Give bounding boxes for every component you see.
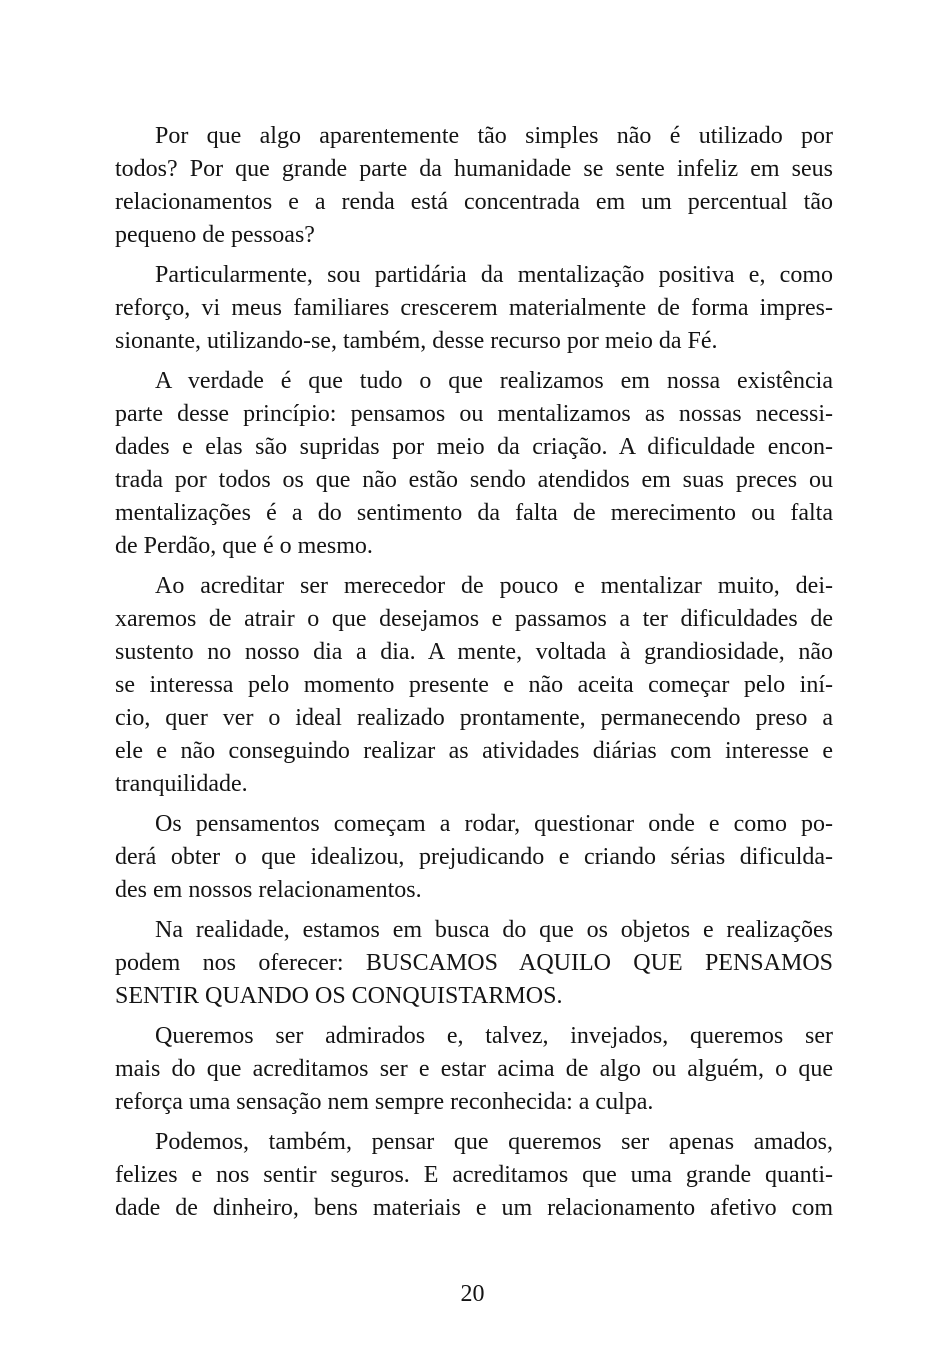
text-line: xaremos de atrair o que desejamos e passamos a ter dificuldades de — [115, 606, 833, 632]
text-line: reforça uma sensação nem sempre reconhecida: a culpa. — [115, 1089, 654, 1115]
text-line: des em nossos relacionamentos. — [115, 877, 422, 903]
text-line: felizes e nos sentir seguros. E acreditamos que uma grande quanti- — [115, 1162, 833, 1188]
paragraph — [115, 1126, 833, 1225]
text-line: derá obter o que idealizou, prejudicando e criando sérias dificulda- — [115, 844, 833, 870]
paragraph — [115, 120, 833, 252]
paragraph — [115, 259, 833, 358]
text-line: parte desse princípio: pensamos ou mentalizamos as nossas necessi- — [115, 401, 833, 427]
text-line: dades e elas são supridas por meio da criação. A dificuldade encon- — [115, 434, 833, 460]
text-line: Na realidade, estamos em busca do que os objetos e realizações — [155, 917, 833, 943]
paragraph — [115, 808, 833, 907]
text-line: cio, quer ver o ideal realizado prontamente, permanecendo preso a — [115, 705, 833, 731]
text-line: Queremos ser admirados e, talvez, invejados, queremos ser — [155, 1023, 833, 1049]
text-line: pequeno de pessoas? — [115, 222, 315, 248]
text-line: relacionamentos e a renda está concentrada em um percentual tão — [115, 189, 833, 215]
text-line: sionante, utilizando-se, também, desse recurso por meio da Fé. — [115, 328, 718, 354]
paragraph — [115, 570, 833, 801]
text-line: de Perdão, que é o mesmo. — [115, 533, 373, 559]
text-line: Por que algo aparentemente tão simples não é utilizado por — [155, 123, 833, 149]
text-line: tranquilidade. — [115, 771, 248, 797]
text-line: reforço, vi meus familiares crescerem materialmente de forma impres- — [115, 295, 833, 321]
paragraph — [115, 365, 833, 563]
text-line: trada por todos os que não estão sendo atendidos em suas preces ou — [115, 467, 833, 493]
paragraph — [115, 914, 833, 1013]
page-number: 20 — [460, 1281, 485, 1307]
text-line: SENTIR QUANDO OS CONQUISTARMOS. — [115, 983, 563, 1009]
text-line: mentalizações é a do sentimento da falta de merecimento ou falta — [115, 500, 833, 526]
text-line: podem nos oferecer: BUSCAMOS AQUILO QUE PENSAMOS — [115, 950, 833, 976]
text-line: Particularmente, sou partidária da mentalização positiva e, como — [155, 262, 833, 288]
text-line: se interessa pelo momento presente e não aceita começar pelo iní- — [115, 672, 833, 698]
text-line: ele e não conseguindo realizar as atividades diárias com interesse e — [115, 738, 833, 764]
paragraph — [115, 1020, 833, 1119]
text-line: dade de dinheiro, bens materiais e um relacionamento afetivo com — [115, 1195, 833, 1221]
text-line: Ao acreditar ser merecedor de pouco e mentalizar muito, dei- — [155, 573, 833, 599]
text-line: Podemos, também, pensar que queremos ser apenas amados, — [155, 1129, 833, 1155]
text-line: mais do que acreditamos ser e estar acima de algo ou alguém, o que — [115, 1056, 833, 1082]
text-line: Os pensamentos começam a rodar, questionar onde e como po- — [155, 811, 833, 837]
text-line: sustento no nosso dia a dia. A mente, voltada à grandiosidade, não — [115, 639, 833, 665]
text-line: todos? Por que grande parte da humanidade se sente infeliz em seus — [115, 156, 833, 182]
text-block — [115, 120, 833, 1225]
text-line: A verdade é que tudo o que realizamos em nossa existência — [155, 368, 833, 394]
